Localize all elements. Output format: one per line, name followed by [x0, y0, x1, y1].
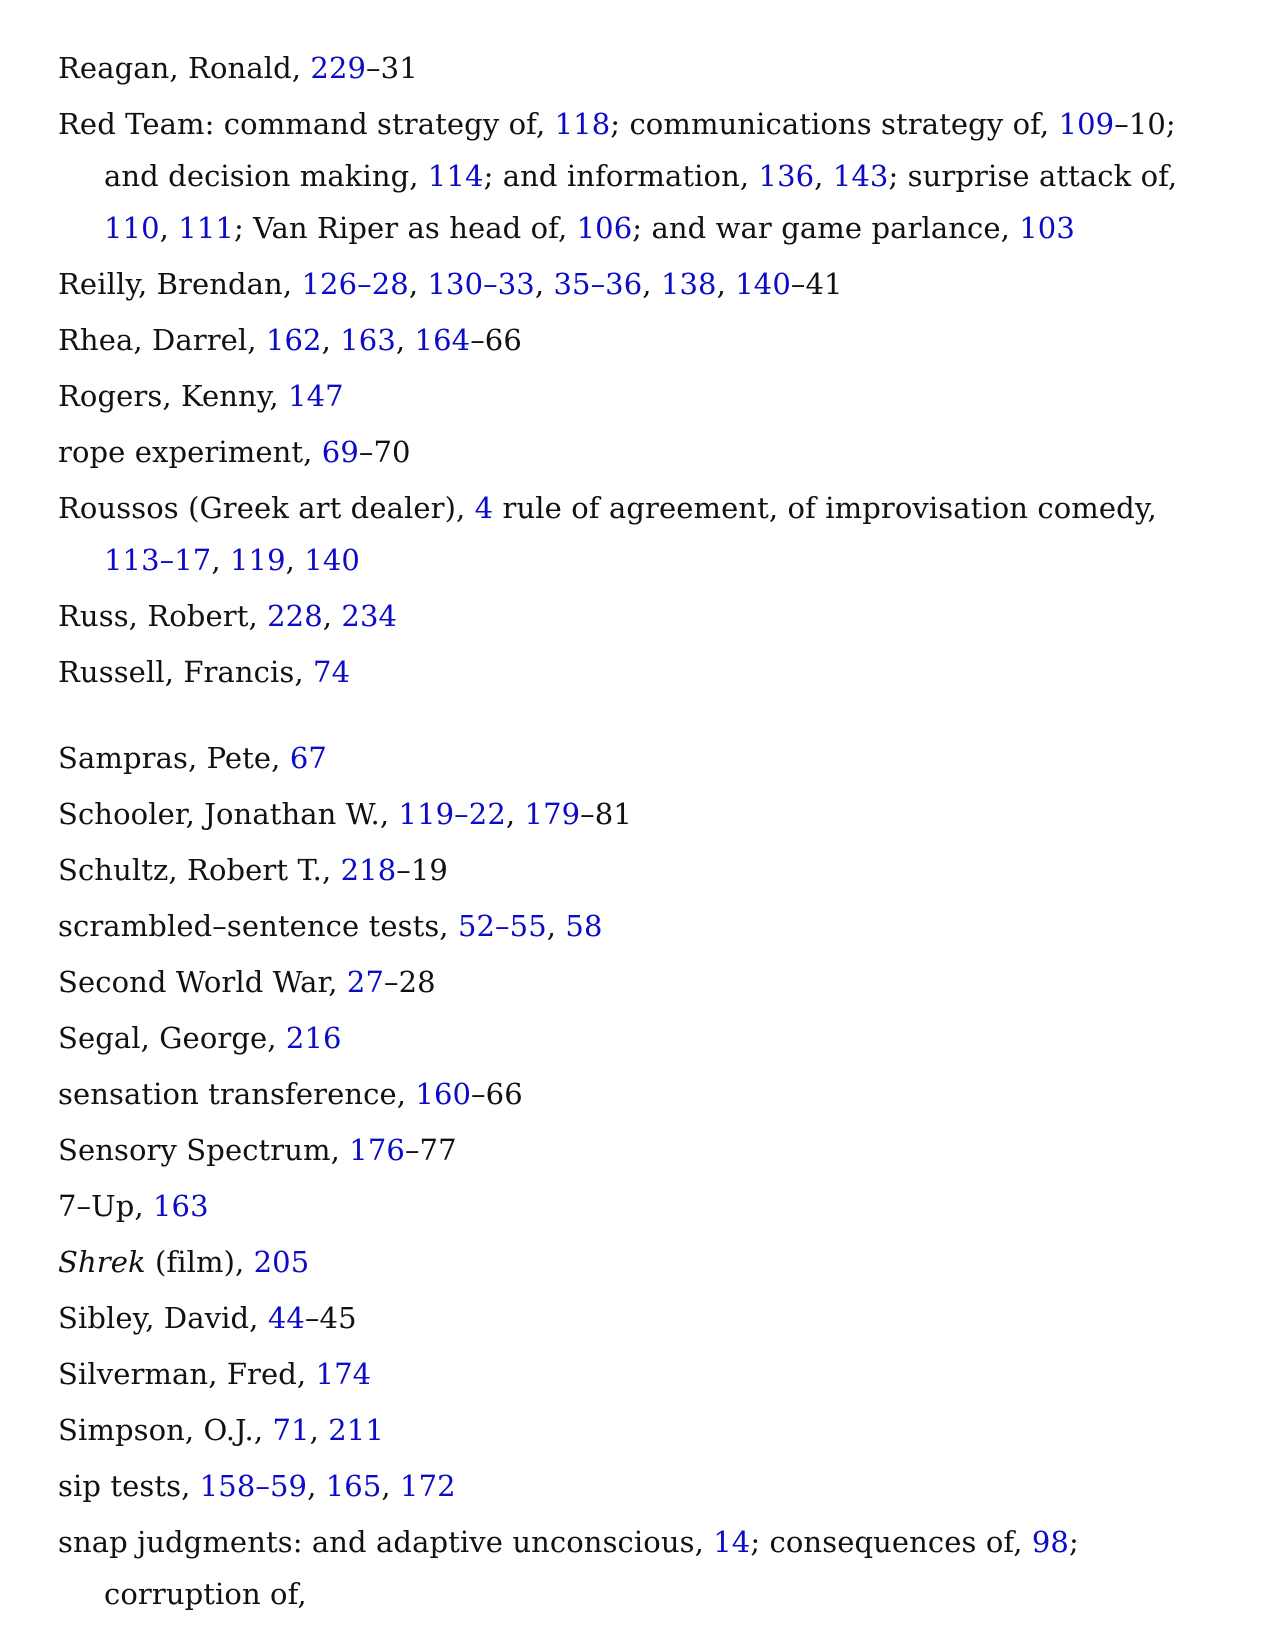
- page-reference-link[interactable]: 52–55: [457, 909, 547, 943]
- entry-text: –41: [790, 267, 843, 301]
- page-reference-link[interactable]: 126–28: [301, 267, 409, 301]
- page-reference-link[interactable]: 71: [272, 1413, 310, 1447]
- entry-text: ,: [322, 599, 342, 633]
- index-entry: [58, 1404, 1218, 1456]
- index-entry: [58, 1012, 1218, 1064]
- page-reference-link[interactable]: 109: [1058, 107, 1115, 141]
- entry-text: rule of agreement, of improvisation comedy,: [493, 491, 1157, 525]
- index-entry: [58, 314, 1218, 366]
- page-reference-link[interactable]: 143: [832, 159, 889, 193]
- page-reference-link[interactable]: 130–33: [427, 267, 535, 301]
- page-reference-link[interactable]: 162: [265, 323, 322, 357]
- entry-text: rope experiment,: [58, 435, 322, 469]
- page-reference-link[interactable]: 44: [267, 1301, 305, 1335]
- page-reference-link[interactable]: 140: [304, 543, 360, 577]
- entry-text: ,: [408, 267, 428, 301]
- index-entry: [58, 258, 1218, 310]
- entry-text: Schultz, Robert T.,: [58, 853, 341, 887]
- page-reference-link[interactable]: 106: [576, 211, 633, 245]
- index-entry: [58, 590, 1218, 642]
- index-entry: [58, 98, 1218, 254]
- entry-text: –66: [471, 1077, 523, 1111]
- page-reference-link[interactable]: 164: [414, 323, 471, 357]
- entry-text: –10; and decision making,: [104, 107, 1176, 193]
- page-reference-link[interactable]: 111: [178, 211, 234, 245]
- entry-text: –70: [358, 435, 411, 469]
- index-entry: [58, 646, 1218, 698]
- page-reference-link[interactable]: 140: [735, 267, 791, 301]
- entry-text: ,: [211, 543, 230, 577]
- entry-text: –28: [384, 965, 436, 999]
- entry-text: Sibley, David,: [58, 1301, 268, 1335]
- entry-text: Roussos (Greek art dealer),: [58, 491, 475, 525]
- page-reference-link[interactable]: 147: [288, 379, 344, 413]
- page-reference-link[interactable]: 119: [230, 543, 286, 577]
- entry-text: Simpson, O.J.,: [58, 1413, 273, 1447]
- entry-text: –45: [304, 1301, 357, 1335]
- entry-text: ; consequences of,: [750, 1525, 1032, 1559]
- entry-text: –77: [404, 1133, 457, 1167]
- entry-text: ,: [505, 797, 525, 831]
- entry-text: ,: [321, 323, 341, 357]
- index-entry: [58, 844, 1218, 896]
- entry-text: ; and information,: [483, 159, 759, 193]
- page-reference-link[interactable]: 165: [325, 1469, 382, 1503]
- page-reference-link[interactable]: 58: [565, 909, 603, 943]
- entry-text: –19: [396, 853, 448, 887]
- entry-text: Russ, Robert,: [58, 599, 268, 633]
- page-reference-link[interactable]: 158–59: [199, 1469, 308, 1503]
- entry-text: ,: [395, 323, 415, 357]
- page-reference-link[interactable]: 216: [285, 1021, 342, 1055]
- index-entry: [58, 732, 1218, 784]
- page-reference-link[interactable]: 138: [660, 267, 717, 301]
- page-reference-link[interactable]: 218: [340, 853, 397, 887]
- page-reference-link[interactable]: 74: [313, 655, 351, 689]
- entry-text: ,: [534, 267, 554, 301]
- entry-text: Sampras, Pete,: [58, 741, 290, 775]
- index-entry: [58, 1348, 1218, 1400]
- entry-text: Russell, Francis,: [58, 655, 314, 689]
- entry-text: ,: [814, 159, 833, 193]
- page-reference-link[interactable]: 118: [554, 107, 611, 141]
- entry-text: ; and war game parlance,: [632, 211, 1020, 245]
- page-reference-link[interactable]: 69: [321, 435, 359, 469]
- entry-text: ,: [159, 211, 179, 245]
- entry-text: ,: [309, 1413, 329, 1447]
- page-reference-link[interactable]: 176: [349, 1133, 405, 1167]
- page-reference-link[interactable]: 228: [267, 599, 323, 633]
- entry-text: ; Van Riper as head of,: [233, 211, 577, 245]
- entry-text: Red Team: command strategy of,: [58, 107, 555, 141]
- entry-text: Reilly, Brendan,: [58, 267, 302, 301]
- entry-text: ,: [285, 543, 305, 577]
- entry-text: ,: [307, 1469, 326, 1503]
- index-entry: [58, 1292, 1218, 1344]
- entry-text: ; communications strategy of,: [610, 107, 1059, 141]
- page-reference-link[interactable]: 229: [310, 51, 367, 85]
- entry-text: scrambled–sentence tests,: [58, 909, 458, 943]
- page-reference-link[interactable]: 211: [328, 1413, 384, 1447]
- index-entry: [58, 1180, 1218, 1232]
- index-entry: [58, 1460, 1218, 1512]
- entry-title-italic: Shrek: [58, 1245, 146, 1279]
- entry-text: 7–Up,: [58, 1189, 153, 1223]
- entry-text: –31: [366, 51, 418, 85]
- entry-text: snap judgments: and adaptive unconscious,: [58, 1525, 714, 1559]
- entry-text: Schooler, Jonathan W.,: [58, 797, 399, 831]
- page-reference-link[interactable]: 163: [153, 1189, 209, 1223]
- entry-text: ,: [716, 267, 736, 301]
- index-entry: [58, 370, 1218, 422]
- entry-text: Reagan, Ronald,: [58, 51, 311, 85]
- entry-text: ; corruption of,: [104, 1525, 1079, 1611]
- entry-text: –81: [580, 797, 632, 831]
- index-entry: [58, 956, 1218, 1008]
- page-reference-link[interactable]: 174: [315, 1357, 372, 1391]
- page-reference-link[interactable]: 35–36: [553, 267, 643, 301]
- index-entry: [58, 42, 1218, 94]
- entry-text: Second World War,: [58, 965, 347, 999]
- index-entry: [58, 1124, 1218, 1176]
- page-reference-link[interactable]: 160: [415, 1077, 472, 1111]
- entry-text: Segal, George,: [58, 1021, 286, 1055]
- index-entry: [58, 426, 1218, 478]
- entry-text: ; surprise attack of,: [888, 159, 1178, 193]
- index-entry: [58, 900, 1218, 952]
- index-list: [58, 42, 1218, 1624]
- index-entry: [58, 1236, 1218, 1288]
- page-reference-link[interactable]: 27: [346, 965, 385, 999]
- page-reference-link[interactable]: 179: [524, 797, 581, 831]
- entry-text: Sensory Spectrum,: [58, 1133, 350, 1167]
- page-reference-link[interactable]: 234: [341, 599, 398, 633]
- page-reference-link[interactable]: 98: [1031, 1525, 1069, 1559]
- page-reference-link[interactable]: 172: [400, 1469, 456, 1503]
- entry-text: sensation transference,: [58, 1077, 416, 1111]
- entry-text: ,: [546, 909, 566, 943]
- page-reference-link[interactable]: 205: [253, 1245, 310, 1279]
- entry-text: sip tests,: [58, 1469, 200, 1503]
- index-entry: [58, 482, 1218, 586]
- page-reference-link[interactable]: 14: [713, 1525, 751, 1559]
- entry-text: (film),: [145, 1245, 254, 1279]
- entry-text: ,: [642, 267, 661, 301]
- page-reference-link[interactable]: 119–22: [398, 797, 506, 831]
- entry-text: Rogers, Kenny,: [58, 379, 289, 413]
- page-reference-link[interactable]: 113–17: [104, 543, 212, 577]
- page-reference-link[interactable]: 110: [104, 211, 160, 245]
- entry-text: ,: [381, 1469, 401, 1503]
- index-entry: [58, 788, 1218, 840]
- page-reference-link[interactable]: 4: [474, 491, 494, 525]
- page-reference-link[interactable]: 163: [340, 323, 396, 357]
- page-reference-link[interactable]: 67: [289, 741, 327, 775]
- index-entry: [58, 1516, 1218, 1620]
- page-reference-link[interactable]: 103: [1019, 211, 1075, 245]
- entry-text: Silverman, Fred,: [58, 1357, 316, 1391]
- entry-text: –66: [470, 323, 522, 357]
- index-entry: [58, 1068, 1218, 1120]
- entry-text: Rhea, Darrel,: [58, 323, 266, 357]
- page-reference-link[interactable]: 114: [427, 159, 484, 193]
- page-reference-link[interactable]: 136: [758, 159, 815, 193]
